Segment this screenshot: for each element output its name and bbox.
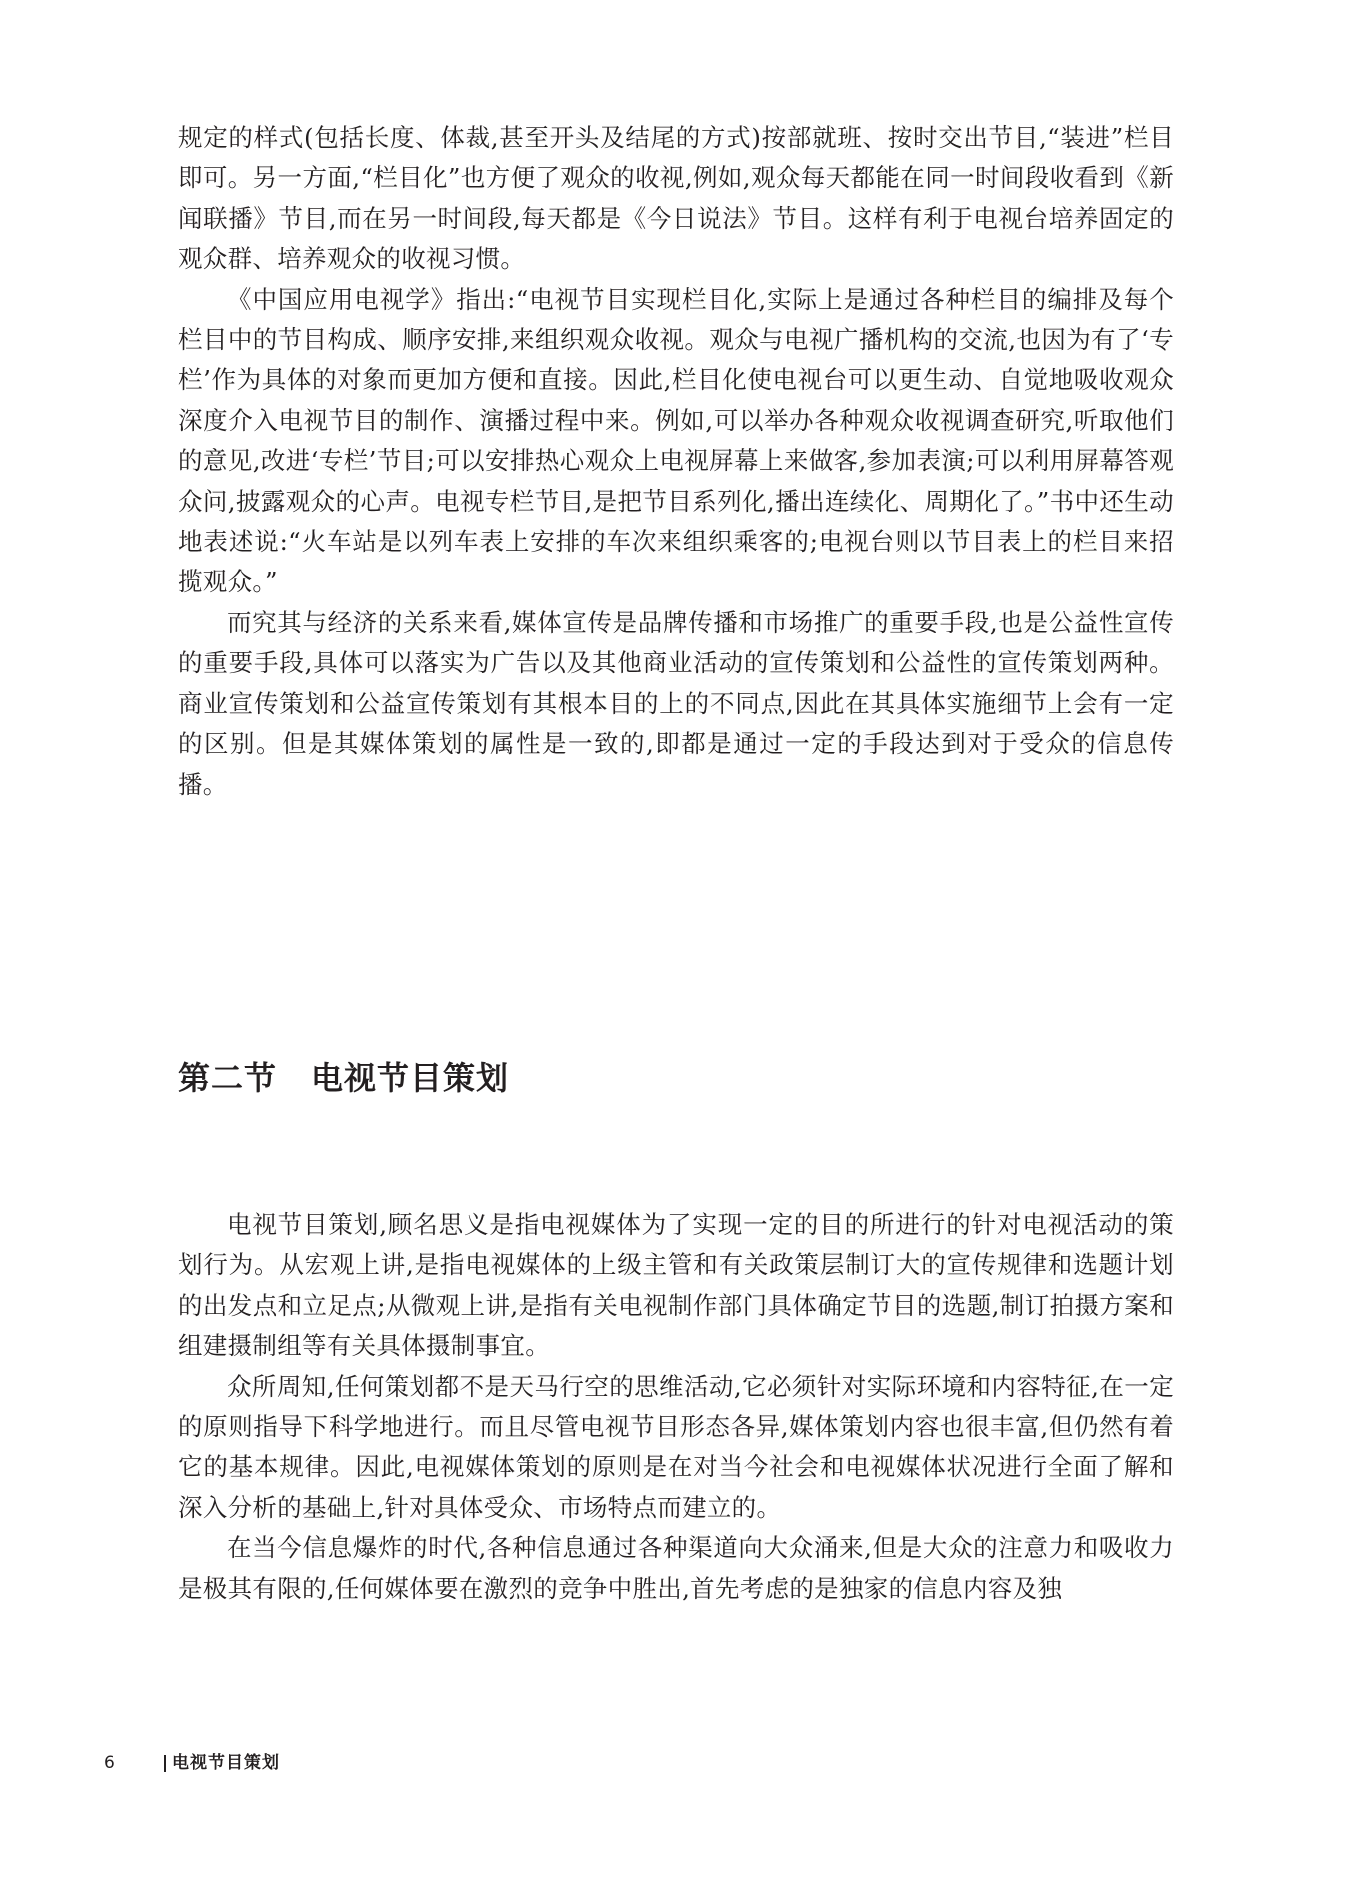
page-footer [104,1751,280,1775]
paragraph: 众所周知,任何策划都不是天马行空的思维活动,它必须针对实际环境和内容特征,在一定的原则指导下科学地进行。而且尽管电视节目形态各异,媒体策划内容也很丰富,但仍然有着它的基本规律。因此,电视媒体策划的原则是在对当今社会和电视媒体状况进行全面了解和深入分析的基础上,针对具体受众、市场特点而建立的。 [178,1371,1174,1522]
paragraph: 而究其与经济的关系来看,媒体宣传是品牌传播和市场推广的重要手段,也是公益性宣传的重要手段,具体可以落实为广告以及其他商业活动的宣传策划和公益性的宣传策划两种。商业宣传策划和公益宣传策划有其根本目的上的不同点,因此在其具体实施细节上会有一定的区别。但是其媒体策划的属性是一致的,即都是通过一定的手段达到对于受众的信息传播。 [178,607,1174,799]
footer-divider [164,1755,166,1772]
page-number: 6 [104,1753,115,1773]
section-title: 电视节目策划 [311,1059,510,1097]
section-number: 第二节 [178,1059,278,1097]
paragraph: 在当今信息爆炸的时代,各种信息通过各种渠道向大众涌来,但是大众的注意力和吸收力是极其有限的,任何媒体要在激烈的竞争中胜出,首先考虑的是独家的信息内容及独 [178,1533,1174,1603]
running-title: 电视节目策划 [172,1753,280,1773]
paragraph: 电视节目策划,顾名思义是指电视媒体为了实现一定的目的所进行的针对电视活动的策划行为。从宏观上讲,是指电视媒体的上级主管和有关政策层制订大的宣传规律和选题计划的出发点和立足点;从微观上讲,是指有关电视制作部门具体确定节目的选题,制订拍摄方案和组建摄制组等有关具体摄制事宜。 [178,1210,1174,1361]
body-text-top [178,118,1174,805]
paragraph: 《中国应用电视学》指出:“电视节目实现栏目化,实际上是通过各种栏目的编排及每个栏目中的节目构成、顺序安排,来组织观众收视。观众与电视广播机构的交流,也因为有了‘专栏’作为具体的对象而更加方便和直接。因此,栏目化使电视台可以更生动、自觉地吸收观众深度介入电视节目的制作、演播过程中来。例如,可以举办各种观众收视调查研究,听取他们的意见,改进‘专栏’节目;可以安排热心观众上电视屏幕上来做客,参加表演;可以利用屏幕答观众问,披露观众的心声。电视专栏节目,是把节目系列化,播出连续化、周期化了。”书中还生动地表述说:“火车站是以列车表上安排的车次来组织乘客的;电视台则以节目表上的栏目来招揽观众。” [178,284,1174,597]
section-heading [178,1056,509,1100]
body-text-bottom [178,1205,1174,1609]
paragraph: 规定的样式(包括长度、体裁,甚至开头及结尾的方式)按部就班、按时交出节目,“装进”栏目即可。另一方面,“栏目化”也方便了观众的收视,例如,观众每天都能在同一时间段收看到《新闻联播》节目,而在另一时间段,每天都是《今日说法》节目。这样有利于电视台培养固定的观众群、培养观众的收视习惯。 [178,123,1174,274]
